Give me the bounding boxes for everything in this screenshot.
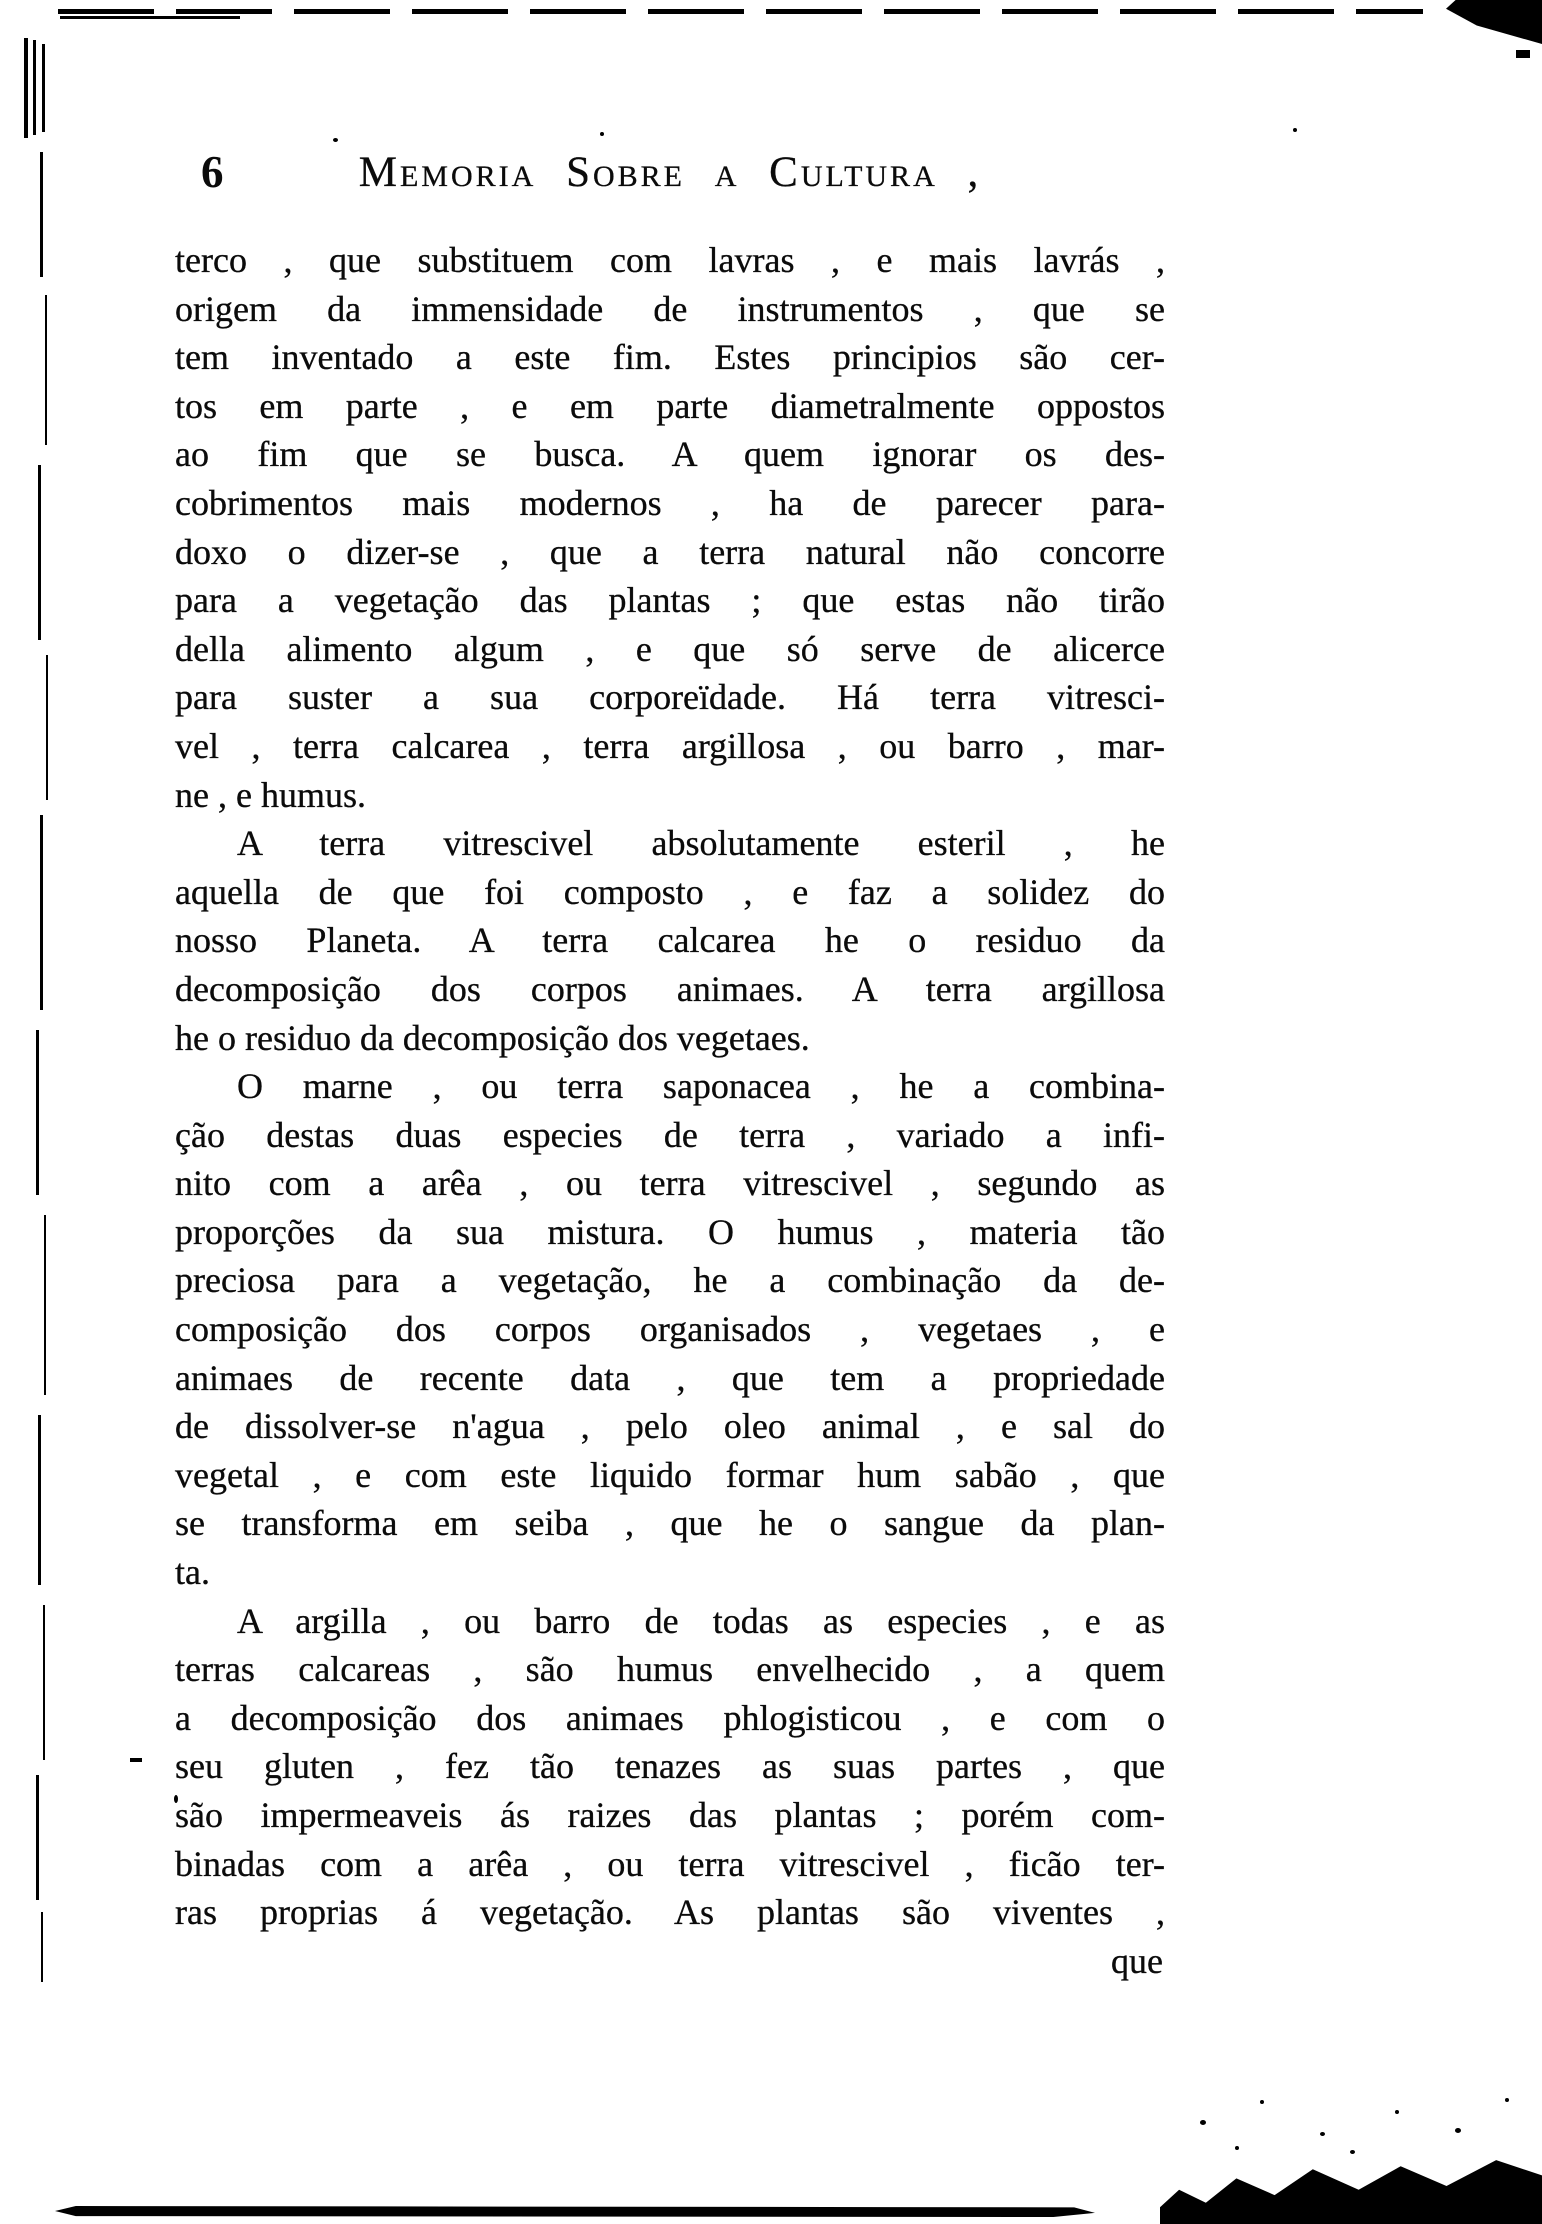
text-line: tem inventado a este fim. Estes principios são cer- (175, 337, 1165, 378)
text-line: aquella de que foi composto , e faz a solidez do (175, 871, 1165, 912)
text-line: proporções da sua mistura. O humus , materia tão (175, 1211, 1165, 1252)
text-line: terras calcareas , são humus envelhecido , a quem (175, 1649, 1165, 1690)
speck (1200, 2120, 1206, 2125)
speck (130, 1758, 142, 1762)
text-line: se transforma em seiba , que he o sangue da plan- (175, 1503, 1165, 1544)
page-number: 6 (201, 147, 225, 197)
speck (1235, 2146, 1239, 2150)
left-gutter-mark (24, 38, 28, 138)
left-gutter-mark (38, 1415, 41, 1585)
text-line: vel , terra calcarea , terra argillosa , ou barro , mar- (175, 725, 1165, 766)
speck (1320, 2132, 1325, 2136)
text-line: A terra vitrescivel absolutamente esteril , he (237, 823, 1165, 864)
left-gutter-mark (33, 40, 36, 135)
page-header (175, 146, 1165, 204)
text-line: ao fim que se busca. A quem ignorar os des- (175, 434, 1165, 475)
left-gutter-mark (36, 1775, 39, 1900)
text-line: O marne , ou terra saponacea , he a combina- (237, 1066, 1165, 1107)
left-gutter-mark (40, 815, 43, 1010)
bottom-edge-bar (55, 2206, 1095, 2217)
left-gutter-mark (41, 1912, 43, 1982)
speck (333, 138, 338, 142)
text-line: binadas com a arêa , ou terra vitrescivel , ficão ter- (175, 1843, 1165, 1884)
text-line: A argilla , ou barro de todas as especies , e as (237, 1600, 1165, 1641)
top-right-corner-blob (1446, 0, 1542, 44)
left-gutter-mark (40, 152, 43, 277)
speck (600, 132, 604, 136)
top-edge-rule-fragment (60, 16, 240, 19)
left-gutter-mark (45, 295, 47, 445)
text-line: para a vegetação das plantas ; que estas não tirão (175, 580, 1165, 621)
text-line: della alimento algum , e que só serve de alicerce (175, 628, 1165, 669)
body-text (175, 236, 1165, 1985)
text-line: nito com a arêa , ou terra vitrescivel , segundo as (175, 1163, 1165, 1204)
speck (1260, 2100, 1264, 2104)
speck (1293, 128, 1297, 132)
text-line: he o residuo da decomposição dos vegetaes. (175, 1017, 810, 1058)
text-line: doxo o dizer-se , que a terra natural não concorre (175, 531, 1165, 572)
text-line: seu gluten , fez tão tenazes as suas partes , que (175, 1746, 1165, 1787)
text-line: preciosa para a vegetação, he a combinação da de- (175, 1260, 1165, 1301)
speck (1455, 2128, 1461, 2133)
top-edge-rule (58, 9, 1423, 14)
left-gutter-mark (42, 44, 45, 132)
top-right-speck (1516, 50, 1530, 58)
speck (1505, 2098, 1509, 2102)
text-line: ta. (175, 1552, 210, 1593)
text-line: a decomposição dos animaes phlogisticou , e com o (175, 1697, 1165, 1738)
page-title: Memoria Sobre a Cultura , (358, 149, 982, 196)
text-line: origem da immensidade de instrumentos , que se (175, 288, 1165, 329)
text-line: para suster a sua corporeïdade. Há terra vitresci- (175, 677, 1165, 718)
left-gutter-mark (43, 1605, 45, 1760)
text-line: cobrimentos mais modernos , ha de parecer para- (175, 482, 1165, 523)
left-gutter-mark (38, 465, 41, 640)
text-line: ne , e humus. (175, 774, 366, 815)
left-gutter-mark (46, 655, 48, 800)
text-line: nosso Planeta. A terra calcarea he o residuo da (175, 920, 1165, 961)
catchword-line: que (1111, 1940, 1163, 1981)
left-gutter-mark (44, 1215, 46, 1395)
text-line: ras proprias á vegetação. As plantas são viventes , (175, 1892, 1165, 1933)
text-line: vegetal , e com este liquido formar hum sabão , que (175, 1454, 1165, 1495)
speck (1395, 2110, 1399, 2114)
text-line: composição dos corpos organisados , vegetaes , e (175, 1309, 1165, 1350)
text-line: tos em parte , e em parte diametralmente oppostos (175, 385, 1165, 426)
text-line: animaes de recente data , que tem a propriedade (175, 1357, 1165, 1398)
speck (1350, 2150, 1355, 2154)
text-line: são impermeaveis ás raizes das plantas ; porém com- (175, 1795, 1165, 1835)
text-line: decomposição dos corpos animaes. A terra argillosa (175, 968, 1165, 1009)
left-gutter-mark (36, 1030, 39, 1195)
text-line: de dissolver-se n'agua , pelo oleo animal , e sal do (175, 1406, 1165, 1447)
text-line: terco , que substituem com lavras , e mais lavrás , (175, 240, 1165, 280)
bottom-right-corner-blob (1160, 2148, 1542, 2224)
text-line: ção destas duas especies de terra , variado a infi- (175, 1114, 1165, 1155)
